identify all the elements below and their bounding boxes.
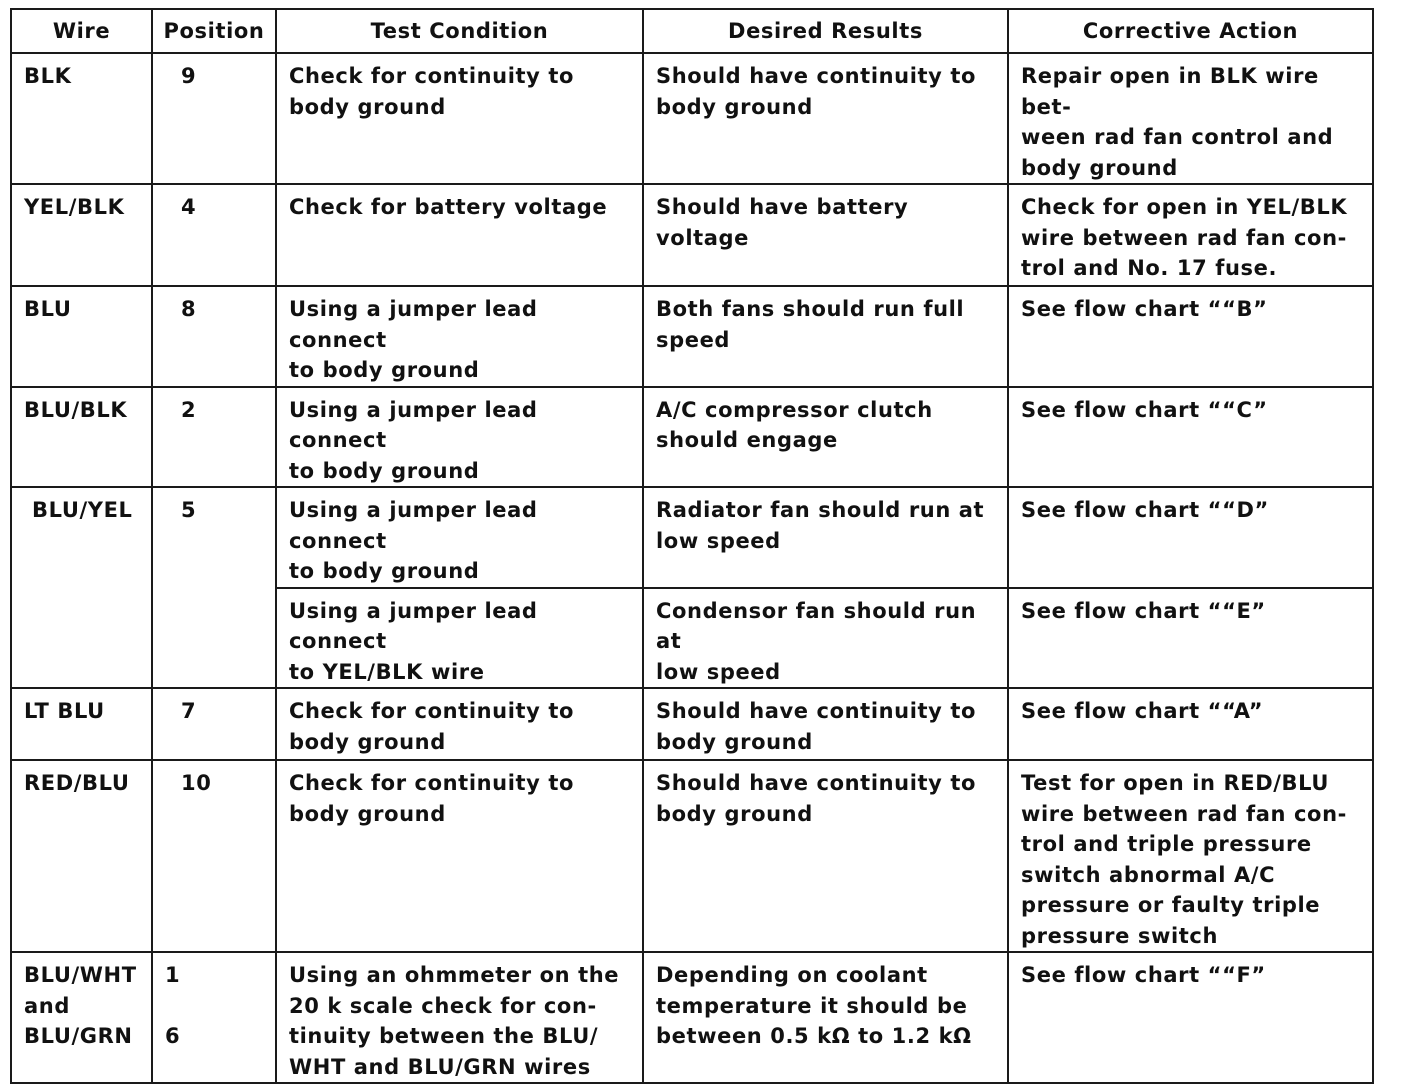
wire-label: BLU/BLK <box>24 397 128 422</box>
position-value: 4 <box>181 195 197 219</box>
test-condition-text: Using a jumper lead connect to body ground <box>289 397 538 483</box>
position-cell <box>152 53 276 184</box>
desired-results-cell <box>643 53 1008 184</box>
corrective-action-text: See flow chart ““F” <box>1021 963 1266 987</box>
corrective-action-text: See flow chart ““B” <box>1021 297 1268 321</box>
wire-cell <box>11 487 152 688</box>
wire-label: BLU/YEL <box>32 498 133 522</box>
wire-label: BLU <box>24 297 72 321</box>
corrective-action-text: See flow chart ““C” <box>1021 397 1268 422</box>
test-condition-cell <box>276 688 643 760</box>
corrective-action-cell <box>1008 688 1373 760</box>
position-value: 1 <box>165 963 181 987</box>
test-condition-text: Using a jumper lead connect to body ground <box>289 297 538 382</box>
desired-results-text: Depending on coolant temperature it should be between 0.5 kΩ to 1.2 kΩ <box>656 963 972 1048</box>
test-condition-text: Check for continuity to body ground <box>289 699 575 754</box>
test-condition-text: Check for continuity to body ground <box>289 771 575 826</box>
table-row <box>11 487 1373 588</box>
corrective-action-cell <box>1008 184 1373 286</box>
corrective-action-cell <box>1008 53 1373 184</box>
header-row <box>11 9 1373 53</box>
desired-results-text: Condensor fan should run at low speed <box>656 598 977 684</box>
wire-cell <box>11 286 152 387</box>
position-value-stack <box>165 953 275 1052</box>
corrective-action-text: See flow chart ““E” <box>1021 598 1266 623</box>
header-desired-results: Desired Results <box>643 9 1008 53</box>
corrective-action-cell <box>1008 387 1373 488</box>
wire-label: BLU/GRN <box>24 1024 133 1048</box>
wire-cell <box>11 760 152 952</box>
desired-results-cell <box>643 286 1008 387</box>
test-condition-cell <box>276 387 643 488</box>
test-condition-cell <box>276 184 643 286</box>
position-value: 6 <box>165 1024 181 1048</box>
desired-results-text: Both fans should run full speed <box>656 297 965 352</box>
corrective-action-text: Repair open in BLK wire bet- ween rad fan control and body ground <box>1021 64 1334 180</box>
test-condition-cell <box>276 760 643 952</box>
table-row <box>11 387 1373 488</box>
table-row <box>11 53 1373 184</box>
wire-cell <box>11 387 152 488</box>
position-cell <box>152 760 276 952</box>
desired-results-text: Should have continuity to body ground <box>656 771 977 826</box>
position-value: 8 <box>181 297 197 321</box>
test-condition-text: Check for continuity to body ground <box>289 64 575 119</box>
test-condition-text: Using an ohmmeter on the 20 k scale check for con- tinuity between the BLU/ WHT and BLU/GRN wires <box>289 963 620 1079</box>
test-condition-cell <box>276 588 643 689</box>
position-spacer <box>165 991 275 1022</box>
desired-results-cell <box>643 952 1008 1083</box>
desired-results-text: Should have continuity to body ground <box>656 64 977 119</box>
test-condition-cell <box>276 53 643 184</box>
test-condition-text: Using a jumper lead connect to YEL/BLK wire <box>289 598 538 684</box>
test-condition-cell <box>276 286 643 387</box>
desired-results-cell <box>643 588 1008 689</box>
position-cell <box>152 286 276 387</box>
position-value: 9 <box>181 64 197 88</box>
corrective-action-text: See flow chart ““A” <box>1021 699 1264 723</box>
header-position: Position <box>152 9 276 53</box>
wire-label: RED/BLU <box>24 771 130 795</box>
position-cell <box>152 487 276 688</box>
test-condition-text: Using a jumper lead connect to body ground <box>289 498 538 583</box>
header-test-condition: Test Condition <box>276 9 643 53</box>
wire-label: LT BLU <box>24 699 105 723</box>
corrective-action-text: Check for open in YEL/BLK wire between rad fan con- trol and No. 17 fuse. <box>1021 195 1348 280</box>
header-wire: Wire <box>11 9 152 53</box>
desired-results-text: A/C compressor clutch should engage <box>656 397 933 452</box>
wire-cell <box>11 952 152 1083</box>
wiring-diagnostic-table-sheet <box>10 8 1372 1079</box>
wiring-diagnostic-table <box>10 8 1374 1084</box>
header-corrective-action: Corrective Action <box>1008 9 1373 53</box>
wire-cell <box>11 184 152 286</box>
test-condition-cell <box>276 952 643 1083</box>
position-value: 10 <box>181 771 212 795</box>
corrective-action-text: See flow chart ““D” <box>1021 498 1269 522</box>
desired-results-cell <box>643 387 1008 488</box>
desired-results-text: Should have battery voltage <box>656 195 909 250</box>
position-cell <box>152 387 276 488</box>
position-cell <box>152 184 276 286</box>
table-row <box>11 760 1373 952</box>
test-condition-text: Check for battery voltage <box>289 195 608 219</box>
corrective-action-text: Test for open in RED/BLU wire between rad fan con- trol and triple pressure switch abnormal A/C pressure or faulty triple pressure switch <box>1021 771 1347 948</box>
table-row <box>11 952 1373 1083</box>
desired-results-cell <box>643 760 1008 952</box>
wire-label: BLU/WHT <box>24 963 137 987</box>
table-row <box>11 286 1373 387</box>
position-value: 2 <box>181 397 197 422</box>
desired-results-cell <box>643 487 1008 588</box>
wire-label-connector: and <box>24 993 70 1018</box>
wire-label: BLK <box>24 64 72 88</box>
desired-results-text: Should have continuity to body ground <box>656 699 977 754</box>
desired-results-cell <box>643 184 1008 286</box>
position-cell <box>152 688 276 760</box>
desired-results-text: Radiator fan should run at low speed <box>656 498 985 553</box>
wire-cell <box>11 688 152 760</box>
wire-label: YEL/BLK <box>24 195 125 219</box>
corrective-action-cell <box>1008 588 1373 689</box>
corrective-action-cell <box>1008 952 1373 1083</box>
position-value: 5 <box>181 498 197 522</box>
position-value: 7 <box>181 699 197 723</box>
table-row <box>11 688 1373 760</box>
corrective-action-cell <box>1008 760 1373 952</box>
test-condition-cell <box>276 487 643 588</box>
wire-label-stack <box>24 953 151 1052</box>
wire-cell <box>11 53 152 184</box>
corrective-action-cell <box>1008 487 1373 588</box>
table-row <box>11 184 1373 286</box>
corrective-action-cell <box>1008 286 1373 387</box>
position-cell <box>152 952 276 1083</box>
desired-results-cell <box>643 688 1008 760</box>
